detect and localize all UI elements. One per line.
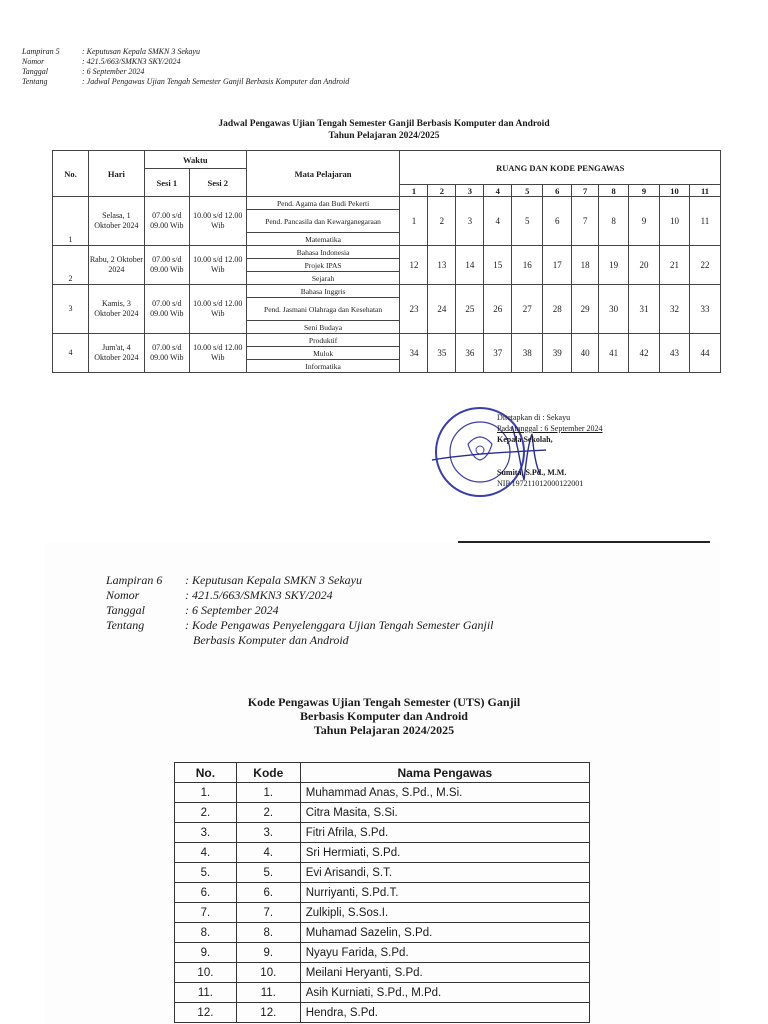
row-hari: Kamis, 3 Oktober 2024	[88, 285, 144, 334]
supervisor-code: 16	[512, 246, 543, 285]
supervisor-code: 25	[456, 285, 484, 334]
header-label: Nomor	[106, 588, 140, 602]
doc1-header	[22, 47, 349, 87]
supervisor-code: 5	[512, 197, 543, 246]
row-kode: 3.	[236, 823, 300, 843]
room-number: 8	[599, 185, 629, 197]
doc1-header-row	[22, 77, 349, 87]
code-table-header	[175, 763, 590, 783]
doc1-title-line1: Jadwal Pengawas Ujian Tengah Semester Ganjil Berbasis Komputer dan Android	[218, 119, 550, 129]
col-sesi2: Sesi 2	[189, 169, 246, 197]
table-row	[175, 783, 590, 803]
row-no: 4	[53, 334, 89, 373]
supervisor-code: 27	[512, 285, 543, 334]
row-kode: 5.	[236, 863, 300, 883]
supervisor-code: 20	[629, 246, 660, 285]
supervisor-code: 33	[689, 285, 720, 334]
room-number: 2	[428, 185, 456, 197]
col-no: No.	[53, 151, 89, 197]
doc2-header-row	[106, 633, 494, 648]
row-no: 4.	[175, 843, 237, 863]
supervisor-code: 36	[456, 334, 484, 373]
signature-block	[497, 412, 603, 489]
supervisor-code: 11	[689, 197, 720, 246]
supervisor-code: 31	[629, 285, 660, 334]
table-row	[175, 1003, 590, 1023]
col-waktu: Waktu	[144, 151, 246, 169]
supervisor-code: 30	[599, 285, 629, 334]
supervisor-code: 39	[543, 334, 572, 373]
row-kode: 7.	[236, 903, 300, 923]
table-row	[175, 963, 590, 983]
room-number: 6	[543, 185, 572, 197]
subject: Pend. Jasmani Olahraga dan Kesehatan	[246, 298, 400, 321]
doc2-header-row	[106, 603, 494, 618]
header-value: : 6 September 2024	[82, 67, 145, 76]
header-label: Nomor	[22, 57, 45, 66]
subject: Bahasa Indonesia	[246, 246, 400, 259]
supervisor-code: 13	[428, 246, 456, 285]
supervisor-code: 9	[629, 197, 660, 246]
row-nama: Muhamad Sazelin, S.Pd.	[300, 923, 589, 943]
row-nama: Nurriyanti, S.Pd.T.	[300, 883, 589, 903]
row-kode: 6.	[236, 883, 300, 903]
row-kode: 10.	[236, 963, 300, 983]
subject: Mulok	[246, 347, 400, 360]
row-nama: Zulkipli, S.Sos.I.	[300, 903, 589, 923]
supervisor-code: 44	[689, 334, 720, 373]
header-value: : 6 September 2024	[185, 603, 279, 617]
row-nama: Muhammad Anas, S.Pd., M.Si.	[300, 783, 589, 803]
supervisor-code: 8	[599, 197, 629, 246]
supervisor-code: 6	[543, 197, 572, 246]
col-no: No.	[175, 763, 237, 783]
row-no: 5.	[175, 863, 237, 883]
subject: Bahasa Inggris	[246, 285, 400, 298]
header-value: : Keputusan Kepala SMKN 3 Sekayu	[185, 573, 362, 587]
subject: Pend. Pancasila dan Kewarganegaraan	[246, 210, 400, 233]
row-sesi1: 07.00 s/d 09.00 Wib	[144, 334, 189, 373]
room-number: 5	[512, 185, 543, 197]
row-nama: Evi Arisandi, S.T.	[300, 863, 589, 883]
row-hari: Selasa, 1 Oktober 2024	[88, 197, 144, 246]
row-kode: 11.	[236, 983, 300, 1003]
subject: Projek IPAS	[246, 259, 400, 272]
supervisor-code: 32	[660, 285, 690, 334]
row-nama: Citra Masita, S.Si.	[300, 803, 589, 823]
supervisor-code: 40	[572, 334, 599, 373]
row-sesi1: 07.00 s/d 09.00 Wib	[144, 197, 189, 246]
room-number: 1	[400, 185, 428, 197]
row-hari: Jum'at, 4 Oktober 2024	[88, 334, 144, 373]
row-no: 2.	[175, 803, 237, 823]
supervisor-code: 3	[456, 197, 484, 246]
supervisor-code: 15	[484, 246, 512, 285]
schedule-row	[53, 285, 721, 298]
header-value: : Jadwal Pengawas Ujian Tengah Semester Ganjil Berbasis Komputer dan Android	[82, 77, 350, 86]
row-nama: Nyayu Farida, S.Pd.	[300, 943, 589, 963]
subject: Sejarah	[246, 272, 400, 285]
table-row	[175, 903, 590, 923]
supervisor-code: 28	[543, 285, 572, 334]
page-divider	[458, 541, 710, 543]
supervisor-code: 35	[428, 334, 456, 373]
row-kode: 4.	[236, 843, 300, 863]
supervisor-code: 23	[400, 285, 428, 334]
row-no: 3.	[175, 823, 237, 843]
table-row	[175, 863, 590, 883]
header-value: : 421.5/663/SMKN3 SKY/2024	[82, 57, 181, 66]
col-kode: Kode	[236, 763, 300, 783]
row-no: 9.	[175, 943, 237, 963]
row-nama: Hendra, S.Pd.	[300, 1003, 589, 1023]
room-number: 9	[629, 185, 660, 197]
col-mapel: Mata Pelajaran	[246, 151, 400, 197]
supervisor-code: 21	[660, 246, 690, 285]
doc1-header-row	[22, 67, 349, 77]
supervisor-code: 10	[660, 197, 690, 246]
schedule-row	[53, 246, 721, 259]
header-value: Berbasis Komputer dan Android	[193, 633, 349, 647]
supervisor-code-table	[174, 762, 590, 1023]
row-sesi2: 10.00 s/d 12.00 Wib	[189, 246, 246, 285]
row-no: 11.	[175, 983, 237, 1003]
subject: Produktif	[246, 334, 400, 347]
supervisor-code: 1	[400, 197, 428, 246]
table-row	[175, 803, 590, 823]
table-row	[175, 883, 590, 903]
supervisor-code: 4	[484, 197, 512, 246]
signature-name: Sumita, S.Pd., M.M.	[497, 468, 567, 477]
header-value: : 421.5/663/SMKN3 SKY/2024	[185, 588, 333, 602]
row-sesi2: 10.00 s/d 12.00 Wib	[189, 334, 246, 373]
row-no: 12.	[175, 1003, 237, 1023]
header-label: Tentang	[106, 618, 145, 632]
header-label: Lampiran 5	[22, 47, 60, 56]
row-kode: 1.	[236, 783, 300, 803]
row-nama: Fitri Afrila, S.Pd.	[300, 823, 589, 843]
room-number: 3	[456, 185, 484, 197]
signature-role: Kepala Sekolah,	[497, 435, 553, 444]
room-number: 11	[689, 185, 720, 197]
supervisor-code: 37	[484, 334, 512, 373]
header-label: Tentang	[22, 77, 48, 86]
subject: Seni Budaya	[246, 321, 400, 334]
row-kode: 12.	[236, 1003, 300, 1023]
supervisor-code: 19	[599, 246, 629, 285]
row-no: 10.	[175, 963, 237, 983]
supervisor-code: 42	[629, 334, 660, 373]
header-label	[106, 633, 193, 648]
row-kode: 9.	[236, 943, 300, 963]
subject: Informatika	[246, 360, 400, 373]
supervisor-code: 38	[512, 334, 543, 373]
supervisor-code: 2	[428, 197, 456, 246]
row-no: 7.	[175, 903, 237, 923]
doc2-title-line1: Kode Pengawas Ujian Tengah Semester (UTS) Ganjil	[247, 695, 521, 709]
supervisor-code: 18	[572, 246, 599, 285]
row-no: 3	[53, 285, 89, 334]
row-sesi1: 07.00 s/d 09.00 Wib	[144, 246, 189, 285]
schedule-table	[52, 150, 721, 373]
row-nama: Sri Hermiati, S.Pd.	[300, 843, 589, 863]
row-kode: 8.	[236, 923, 300, 943]
room-number: 10	[660, 185, 690, 197]
doc2-header	[106, 573, 494, 648]
row-no: 1.	[175, 783, 237, 803]
row-sesi2: 10.00 s/d 12.00 Wib	[189, 197, 246, 246]
table-row	[175, 823, 590, 843]
table-row	[175, 843, 590, 863]
supervisor-code: 29	[572, 285, 599, 334]
row-sesi2: 10.00 s/d 12.00 Wib	[189, 285, 246, 334]
signature-place: Ditetapkan di : Sekayu	[497, 413, 571, 422]
doc2-title	[0, 695, 768, 737]
doc2-header-row	[106, 618, 494, 633]
schedule-row	[53, 197, 721, 210]
supervisor-code: 41	[599, 334, 629, 373]
subject: Matematika	[246, 233, 400, 246]
doc2-header-row	[106, 588, 494, 603]
doc2-header-row	[106, 573, 494, 588]
row-nama: Asih Kurniati, S.Pd., M.Pd.	[300, 983, 589, 1003]
supervisor-code: 14	[456, 246, 484, 285]
supervisor-code: 26	[484, 285, 512, 334]
row-no: 1	[53, 197, 89, 246]
supervisor-code: 43	[660, 334, 690, 373]
table-row	[175, 983, 590, 1003]
schedule-header-row	[53, 151, 721, 169]
signature-date: Pada tanggal : 6 September 2024	[497, 424, 603, 433]
doc1-header-row	[22, 47, 349, 57]
subject: Pend. Agama dan Budi Pekerti	[246, 197, 400, 210]
row-no: 8.	[175, 923, 237, 943]
signature-nip: NIP 197211012000122001	[497, 479, 584, 488]
supervisor-code: 12	[400, 246, 428, 285]
row-sesi1: 07.00 s/d 09.00 Wib	[144, 285, 189, 334]
col-hari: Hari	[88, 151, 144, 197]
header-value: : Keputusan Kepala SMKN 3 Sekayu	[82, 47, 200, 56]
supervisor-code: 24	[428, 285, 456, 334]
doc1-header-row	[22, 57, 349, 67]
doc2-title-line3: Tahun Pelajaran 2024/2025	[313, 723, 455, 737]
supervisor-code: 17	[543, 246, 572, 285]
row-kode: 2.	[236, 803, 300, 823]
row-hari: Rabu, 2 Oktober 2024	[88, 246, 144, 285]
doc1-title	[0, 118, 768, 142]
doc2-title-line2: Berbasis Komputer dan Android	[300, 709, 468, 723]
supervisor-code: 22	[689, 246, 720, 285]
room-number: 7	[572, 185, 599, 197]
col-nama: Nama Pengawas	[300, 763, 589, 783]
col-ruang: RUANG DAN KODE PENGAWAS	[400, 151, 721, 185]
table-row	[175, 943, 590, 963]
row-nama: Meilani Heryanti, S.Pd.	[300, 963, 589, 983]
col-sesi1: Sesi 1	[144, 169, 189, 197]
schedule-row	[53, 334, 721, 347]
header-value: : Kode Pengawas Penyelenggara Ujian Tengah Semester Ganjil	[185, 618, 494, 632]
doc1-title-line2: Tahun Pelajaran 2024/2025	[328, 131, 440, 141]
supervisor-code: 7	[572, 197, 599, 246]
row-no: 6.	[175, 883, 237, 903]
header-label: Tanggal	[106, 603, 145, 617]
row-no: 2	[53, 246, 89, 285]
table-row	[175, 923, 590, 943]
room-number: 4	[484, 185, 512, 197]
header-label: Tanggal	[22, 67, 48, 76]
supervisor-code: 34	[400, 334, 428, 373]
header-label: Lampiran 6	[106, 573, 163, 587]
